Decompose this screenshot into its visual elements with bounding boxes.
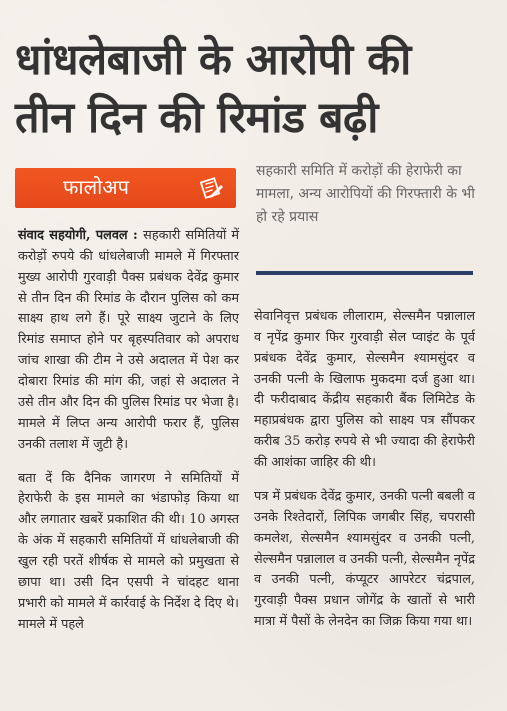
follow-up-banner (15, 168, 236, 208)
dateline: संवाद सहयोगी, पलवल : (18, 227, 144, 243)
right-paragraph-2: पत्र में प्रबंधक देवेंद्र कुमार, उनकी पत्नी बबली व उनके रिश्तेदारों, लिपिक जगबीर सिंह, चपरासी कमलेश, सेल्समैन श्यामसुंदर व उनकी पत्नी, सेल्समैन पन्नालाल व उनकी पत्नी, सेल्समैन नृपेंद्र व उनकी पत्नी, कंप्यूटर आपरेटर चंद्रपाल, गुरवाड़ी पैक्स प्रधान जोगेंद्र के खातों से भारी मात्रा में पैसों के लेनदेन का जिक्र किया गया था। (254, 488, 475, 630)
right-article-column (254, 294, 475, 646)
right-paragraph-1: सेवानिवृत्त प्रबंधक लीलाराम, सेल्समैन पन्नालाल व नृपेंद्र कुमार फिर गुरवाड़ी सेल प्वाइंट के पूर्व प्रबंधक देवेंद्र कुमार, सेल्समैन श्यामसुंदर व उनकी पत्नी के खिलाफ मुकदमा दर्ज हुआ था। दी फरीदाबाद केंद्रीय सहकारी बैंक लिमिटेड के महाप्रबंधक द्वारा पुलिस को साक्ष्य पत्र सौंपकर करीब 35 करोड़ रुपये से भी ज्यादा की हेराफेरी की आशंका जाहिर की थी। (254, 308, 475, 471)
headline: धांधलेबाजी के आरोपी की तीन दिन की रिमांड बढ़ी (15, 35, 411, 143)
left-paragraph-1-text: सहकारी समितियों में करोड़ों रुपये की धांधलेबाजी मामले में गिरफ्तार मुख्य आरोपी गुरवाड़ी पैक्स प्रबंधक देवेंद्र कुमार से तीन दिन की रिमांड के दौरान पुलिस को कम साक्ष्य हाथ लगे हैं। पूरे साक्ष्य जुटाने के लिए रिमांड समाप्त होने पर बृहस्पतिवार को अपराध जांच शाखा की टीम ने उसे अदालत में पेश कर दोबारा रिमांड की मांग की, जहां से अदालत ने उसे तीन और दिन की पुलिस रिमांड पर भेजा है। मामले में लिप्त अन्य आरोपी फरार हैं, पुलिस उनकी तलाश में जुटी है। (18, 227, 239, 452)
writing-hand-icon (196, 173, 226, 203)
left-paragraph-2: बता दें कि दैनिक जागरण ने समितियों में हेराफेरी के इस मामले का भंडाफोड़ किया था और लगातार खबरें प्रकाशित की थी। 10 अगस्त के अंक में सहकारी समितियों में धांधलेबाजी की खुल रही परतें शीर्षक से मामले को प्रमुखता से छापा था। उसी दिन एसपी ने चांदहट थाना प्रभारी को मामले में कार्रवाई के निर्देश दे दिए थे। मामले में पहले (18, 470, 239, 632)
subheading-rule (256, 271, 473, 275)
follow-up-label: फालोअप (63, 175, 129, 199)
left-paragraph-1 (18, 226, 239, 456)
left-article-column (18, 213, 239, 649)
subheading: सहकारी समिति में करोड़ों की हेराफेरी का मामला, अन्य आरोपियों की गिरफ्तारी के भी हो रहे प्रयास (256, 163, 475, 225)
